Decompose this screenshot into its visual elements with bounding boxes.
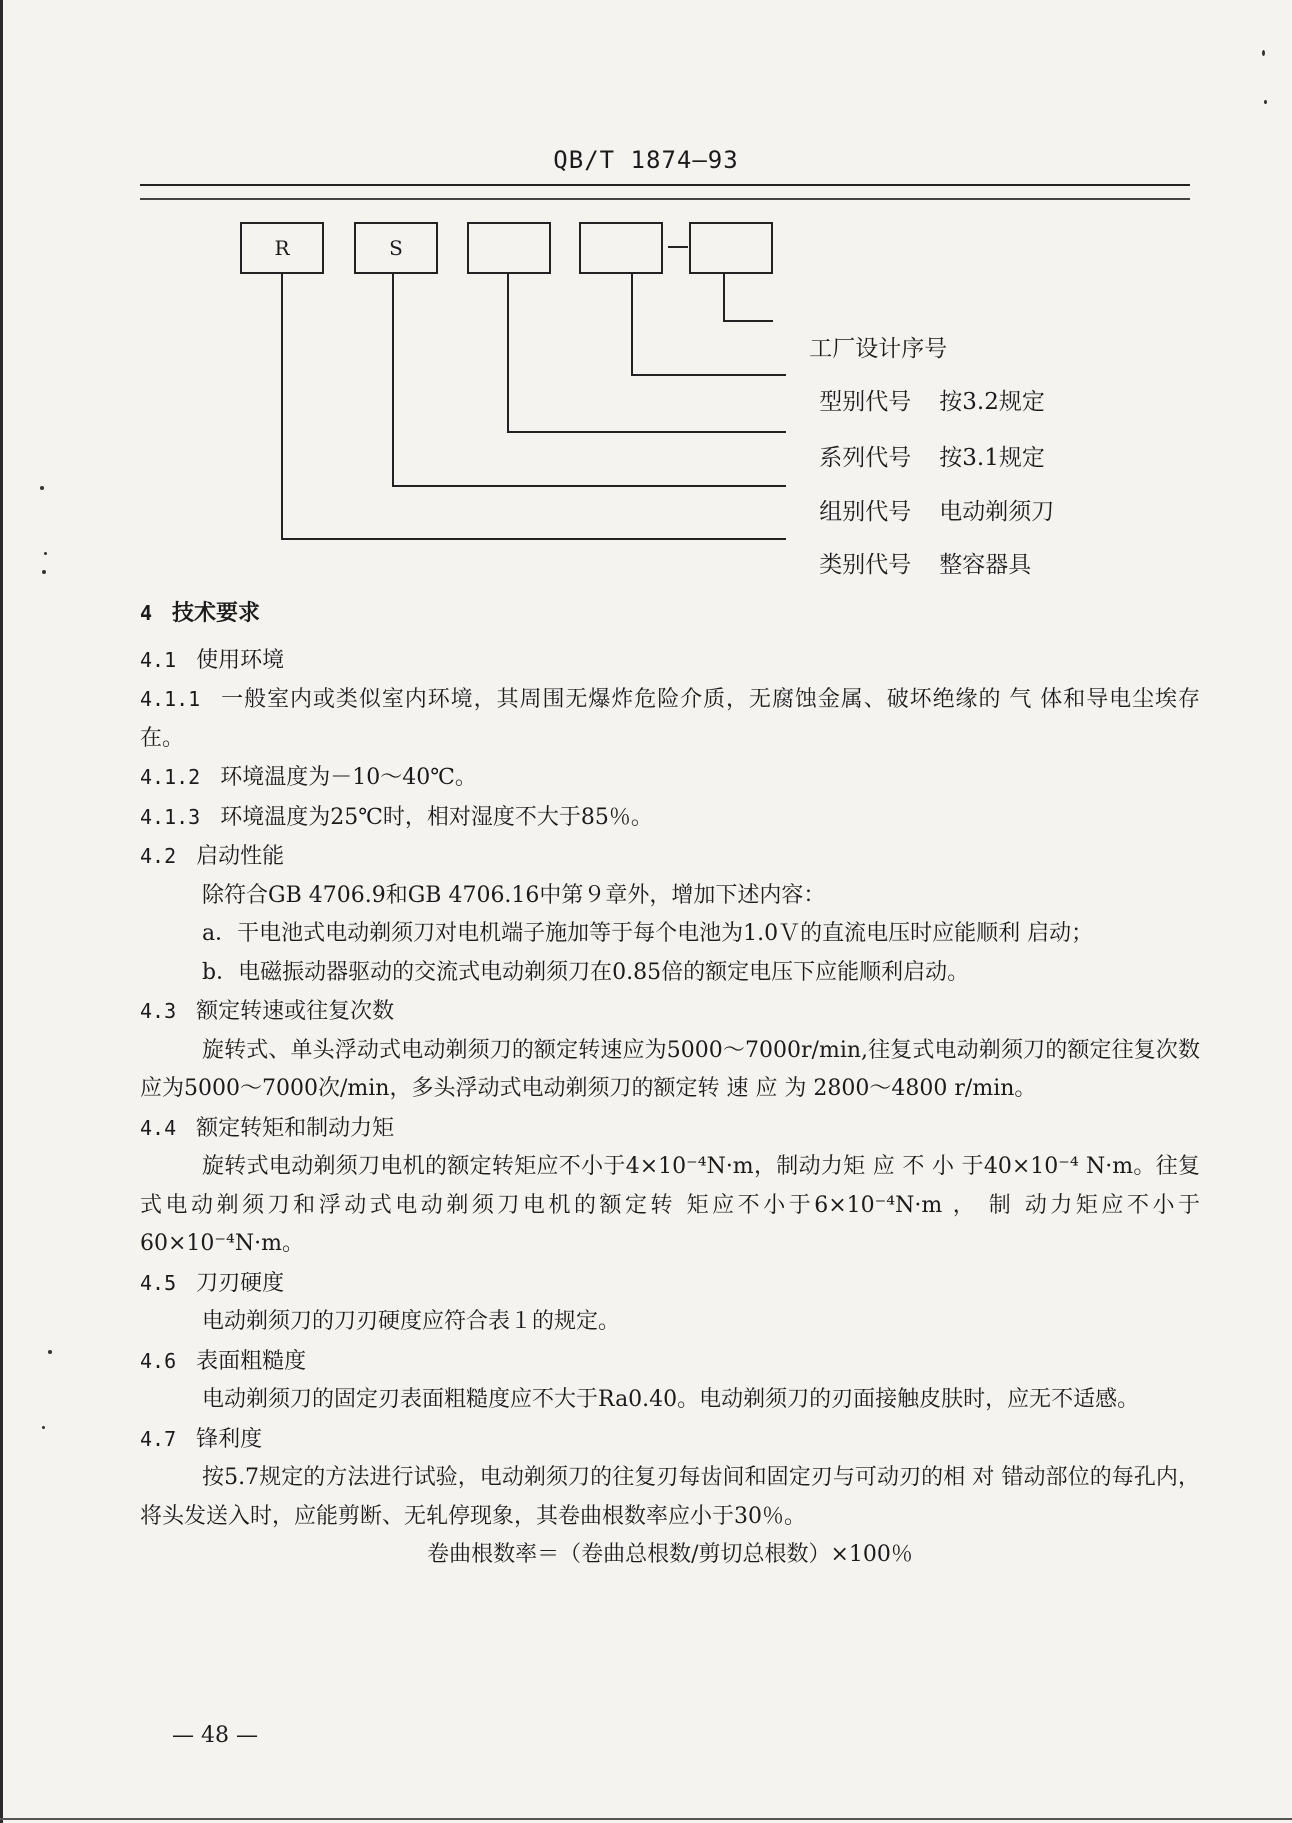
scan-speck — [40, 486, 44, 490]
label-type-code: 型别代号 按3.2规定 — [819, 389, 1045, 415]
section-4-3-heading: 4.3 额定转速或往复次数 — [140, 999, 395, 1024]
leader-factory — [723, 320, 773, 322]
clause-4-4-text: 旋转式电动剃须刀电机的额定转矩应不小于4×10⁻⁴N·m，制动力矩 应 不 小 于40×10⁻⁴ N·m。往复式电动剃须刀和浮动式电动剃须刀电机的额定转 矩应不小于6×10⁻⁴N·m ， 制 动力矩应不小于60×10⁻⁴N·m。 — [140, 1154, 1200, 1256]
scan-speck — [44, 552, 47, 555]
clause-4-2-b: b．电磁振动器驱动的交流式电动剃须刀在0.85倍的额定电压下应能顺利启动。 — [202, 959, 970, 985]
clause-4-7-text: 按5.7规定的方法进行试验，电动剃须刀的往复刃每齿间和固定刃与可动刃的相 对 错动部位的每孔内，将头发送入时，应能剪断、无轧停现象，其卷曲根数率应小于30％。 — [140, 1465, 1200, 1529]
clause-4-5-text: 电动剃须刀的刀刃硬度应符合表１的规定。 — [202, 1309, 621, 1334]
body-text — [140, 594, 1200, 1575]
formula-curl-rate: 卷曲根数率＝（卷曲总根数/剪切总根数）×100％ — [427, 1542, 913, 1567]
header-rule — [140, 184, 1190, 186]
code-box-series — [467, 222, 551, 274]
clause-4-2-a: a．干电池式电动剃须刀对电机端子施加等于每个电池为1.0Ｖ的直流电压时应能顺利 启动； — [202, 921, 1094, 946]
scan-speck — [1262, 50, 1265, 56]
connector-type — [631, 274, 633, 374]
code-box-group: S — [354, 222, 438, 274]
leader-class — [281, 538, 786, 540]
label-class-code: 类别代号 整容器具 — [819, 552, 1032, 578]
label-group-code: 组别代号 电动剃须刀 — [819, 499, 1055, 525]
clause-4-1-3: 4.1.3 环境温度为25℃时，相对湿度不大于85％。 — [140, 804, 653, 830]
scan-speck — [42, 1426, 45, 1429]
section-4-4-heading: 4.4 额定转矩和制动力矩 — [140, 1115, 395, 1141]
clause-4-1-2: 4.1.2 环境温度为－10～40℃。 — [140, 765, 477, 790]
connector-factory — [723, 274, 725, 320]
clause-4-6-text: 电动剃须刀的固定刃表面粗糙度应不大于Ra0.40。电动剃须刀的刃面接触皮肤时，应无不适感。 — [202, 1387, 1140, 1412]
section-4-heading: 4 技术要求 — [140, 600, 261, 626]
leader-type — [631, 374, 786, 376]
scan-speck — [48, 1350, 52, 1354]
section-4-6-heading: 4.6 表面粗糙度 — [140, 1348, 307, 1374]
clause-4-3-text: 旋转式、单头浮动式电动剃须刀的额定转速应为5000～7000r/min,往复式电动剃须刀的额定往复次数应为5000～7000次/min，多头浮动式电动剃须刀的额定转 速 应 为 2800～4800 r/min。 — [140, 1037, 1200, 1101]
connector-group — [392, 274, 394, 487]
header-rule-secondary — [140, 198, 1190, 200]
connector-series — [507, 274, 509, 433]
leader-group — [392, 485, 786, 487]
code-box-factory-design — [689, 222, 773, 274]
label-factory-design: 工厂设计序号 — [809, 336, 948, 362]
clause-4-1-1: 4.1.1 一般室内或类似室内环境，其周围无爆炸危险介质，无腐蚀金属、破坏绝缘的 气 体和导电尘埃存在。 — [140, 687, 1200, 751]
leader-series — [507, 431, 786, 433]
code-box-class: R — [240, 222, 324, 274]
clause-4-2-intro: 除符合GB 4706.9和GB 4706.16中第９章外，增加下述内容： — [202, 882, 826, 908]
section-4-5-heading: 4.5 刀刃硬度 — [140, 1270, 285, 1296]
page-edge-bottom — [0, 1818, 1292, 1820]
section-4-2-heading: 4.2 启动性能 — [140, 844, 285, 869]
connector-class — [281, 274, 283, 540]
scan-speck — [1264, 100, 1267, 104]
label-series-code: 系列代号 按3.1规定 — [819, 445, 1045, 471]
section-4-7-heading: 4.7 锋利度 — [140, 1426, 263, 1452]
page-number: — 48 — — [172, 1723, 258, 1748]
code-box-type — [579, 222, 663, 274]
code-dash — [668, 246, 688, 248]
standard-code-header: QB/T 1874—93 — [553, 146, 739, 174]
scan-speck — [42, 570, 46, 574]
section-4-1-heading: 4.1 使用环境 — [140, 647, 285, 673]
page-edge-left — [0, 0, 3, 1823]
